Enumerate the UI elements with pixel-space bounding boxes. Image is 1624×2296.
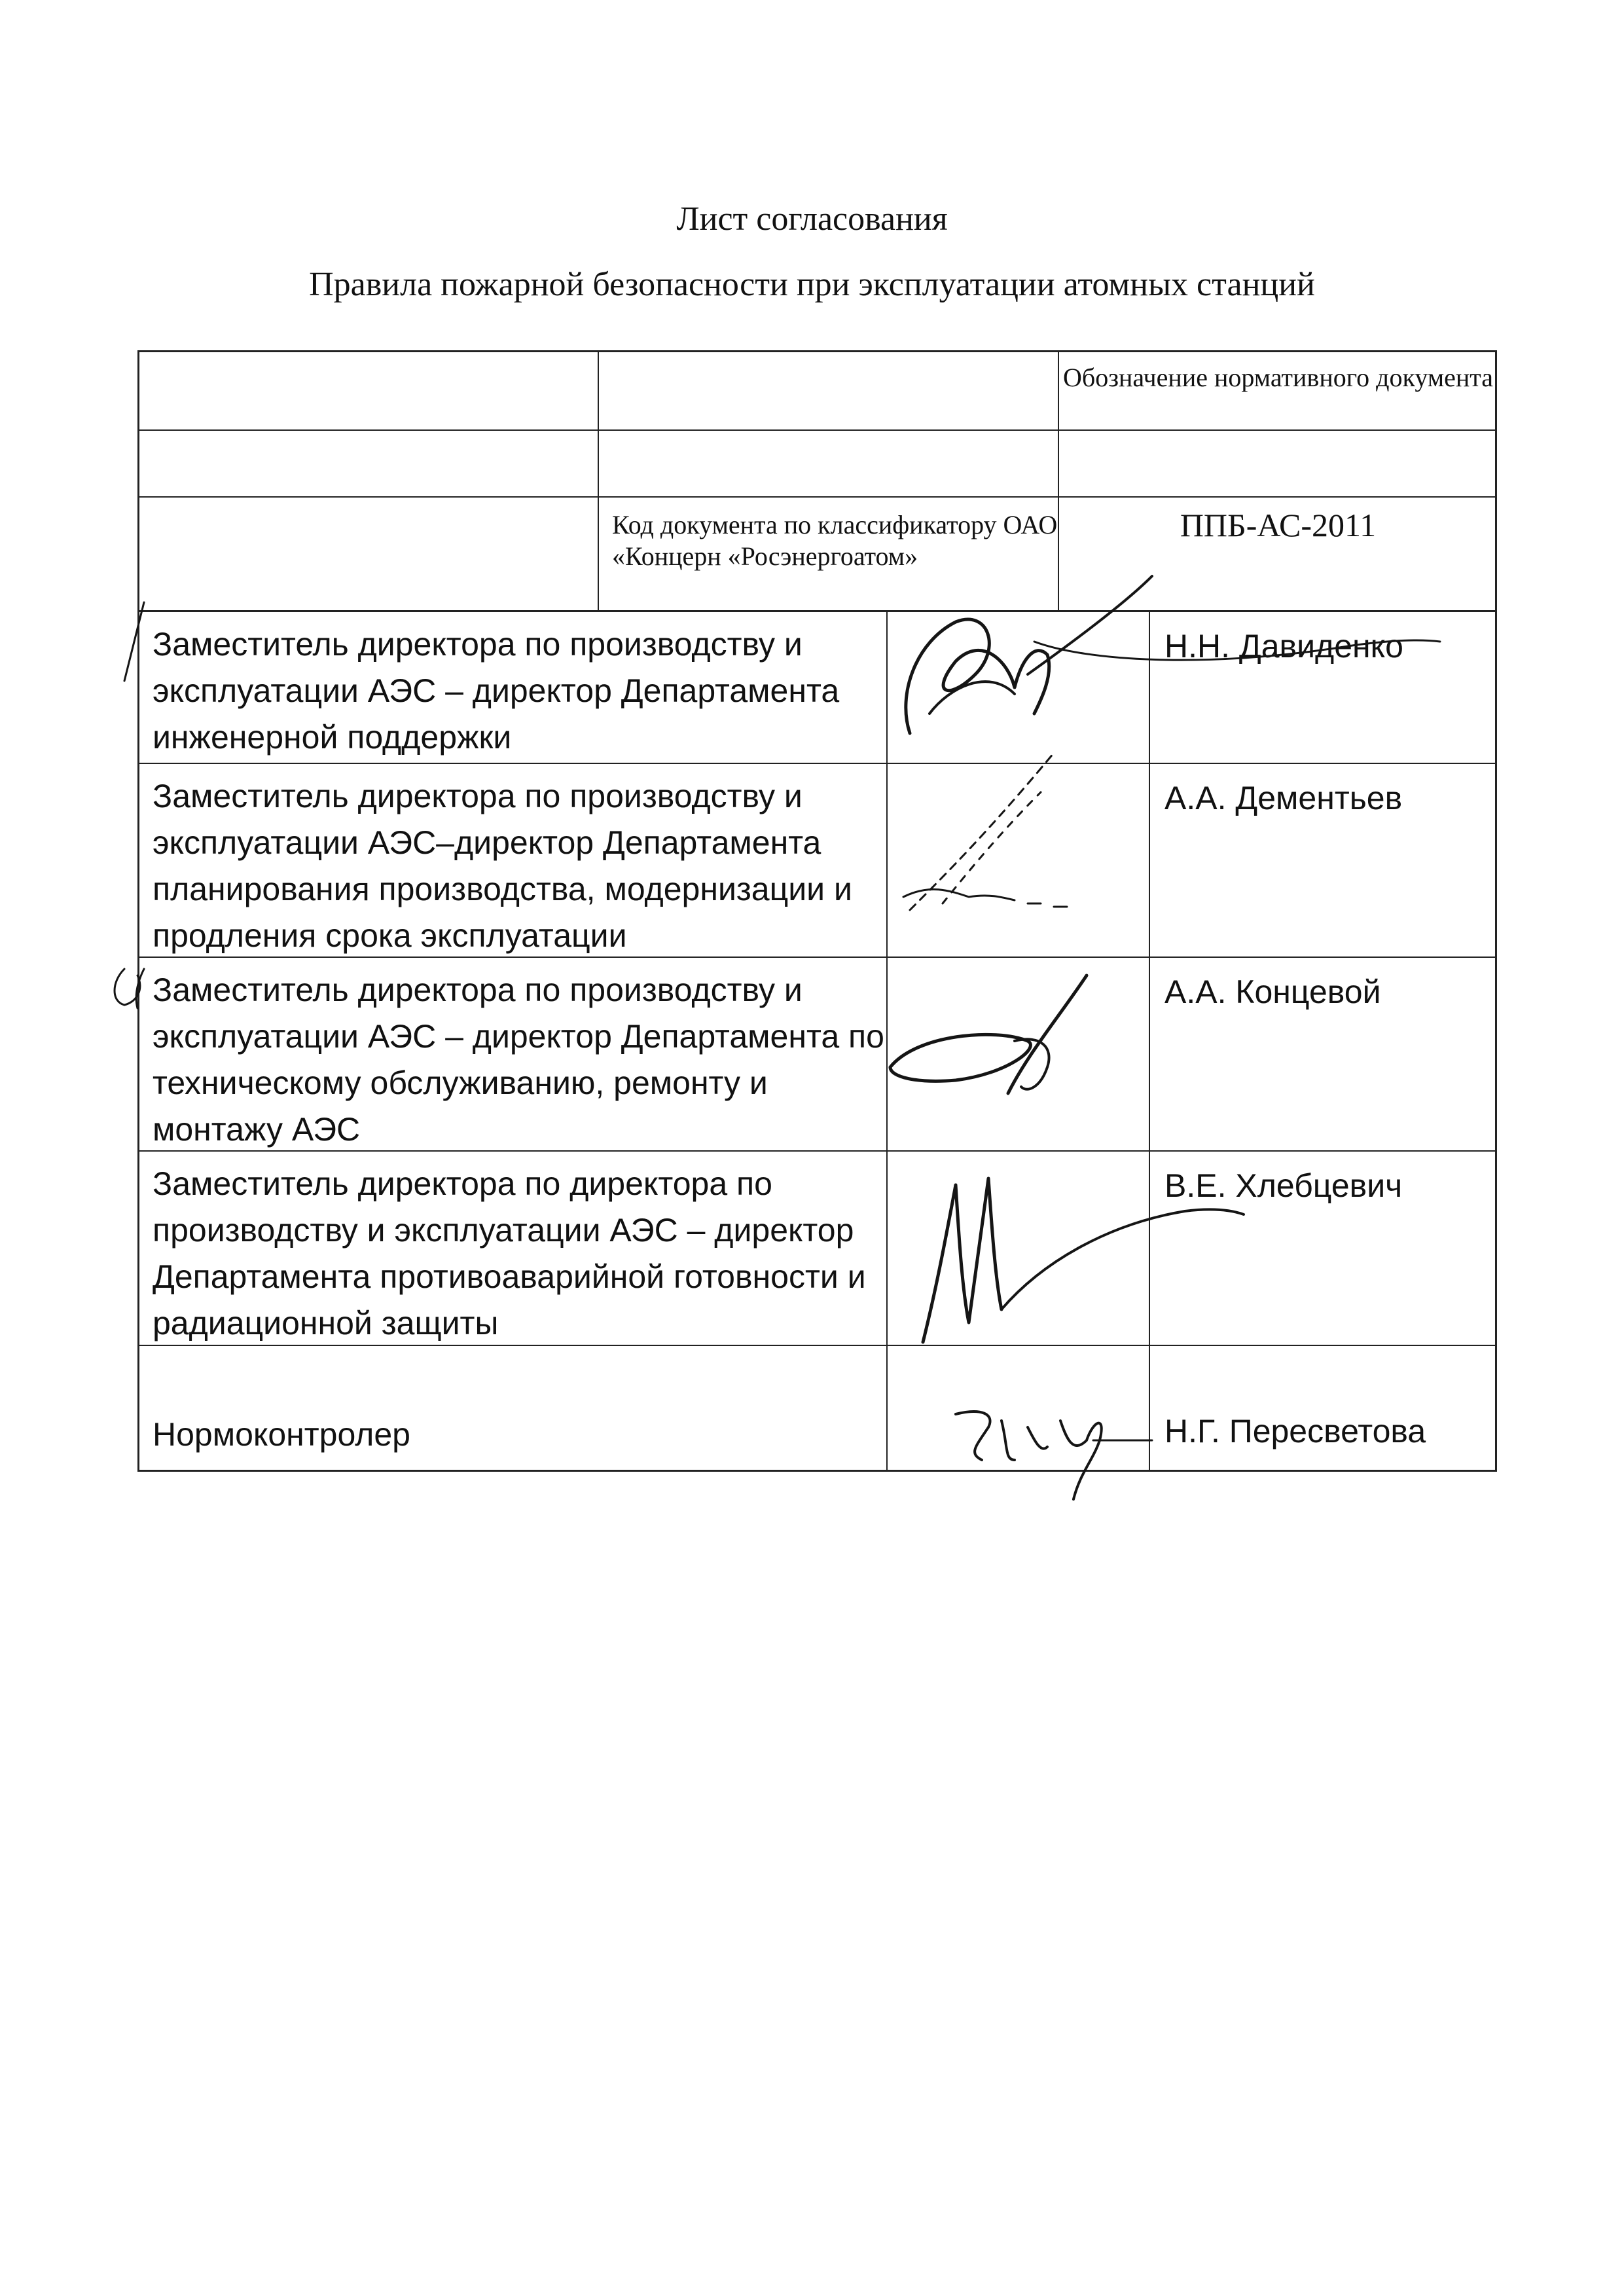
signature-cell bbox=[888, 958, 1150, 1152]
signatory-name: В.Е. Хлебцевич bbox=[1164, 1167, 1403, 1204]
header-table bbox=[137, 350, 1497, 612]
designation-label: Обозначение нормативного документа bbox=[1062, 363, 1494, 392]
name-cell bbox=[1150, 958, 1497, 1152]
header-cell-empty bbox=[1059, 431, 1497, 498]
name-cell bbox=[1150, 612, 1497, 764]
code-value: ППБ-АС-2011 bbox=[1180, 507, 1377, 543]
signature-cell bbox=[888, 612, 1150, 764]
position-text: Заместитель директора по производству и эксплуатации АЭС – директор Департамента инженерной поддержки bbox=[153, 626, 840, 756]
name-cell bbox=[1150, 764, 1497, 958]
position-cell bbox=[139, 612, 888, 764]
name-cell bbox=[1150, 1346, 1497, 1472]
position-text: Заместитель директора по директора по производству и эксплуатации АЭС – директор Департамента противоаварийной готовности и радиационной защиты bbox=[153, 1165, 866, 1341]
position-cell bbox=[139, 764, 888, 958]
document-subtitle: Правила пожарной безопасности при эксплуатации атомных станций bbox=[309, 266, 1315, 303]
position-text: Заместитель директора по производству и эксплуатации АЭС – директор Департамента по техническому обслуживанию, ремонту и монтажу АЭС bbox=[153, 972, 884, 1148]
approval-table bbox=[137, 610, 1497, 1472]
name-cell bbox=[1150, 1152, 1497, 1346]
code-value-cell bbox=[1059, 498, 1497, 612]
signature-cell bbox=[888, 1346, 1150, 1472]
signatory-name: Н.Н. Давиденко bbox=[1164, 628, 1403, 665]
position-text: Нормоконтролер bbox=[153, 1416, 410, 1453]
header-cell-empty bbox=[139, 498, 599, 612]
position-cell bbox=[139, 1152, 888, 1346]
position-cell bbox=[139, 1346, 888, 1472]
position-text: Заместитель директора по производству и эксплуатации АЭС–директор Департамента планирования производства, модернизации и продления срока эксплуатации bbox=[153, 778, 852, 954]
signatory-name: Н.Г. Пересветова bbox=[1164, 1413, 1426, 1449]
header-cell-empty bbox=[599, 352, 1059, 431]
header-cell-empty bbox=[139, 431, 599, 498]
position-cell bbox=[139, 958, 888, 1152]
header-cell-empty bbox=[139, 352, 599, 431]
header-cell-empty bbox=[599, 431, 1059, 498]
code-label-cell bbox=[599, 498, 1059, 612]
code-label: Код документа по классификатору ОАО «Концерн «Росэнергоатом» bbox=[612, 510, 1058, 571]
signature-cell bbox=[888, 764, 1150, 958]
document-title: Лист согласования bbox=[676, 200, 948, 238]
signatory-name: А.А. Дементьев bbox=[1164, 780, 1403, 816]
signature-cell bbox=[888, 1152, 1150, 1346]
designation-label-cell bbox=[1059, 352, 1497, 431]
signatory-name: А.А. Концевой bbox=[1164, 974, 1381, 1010]
